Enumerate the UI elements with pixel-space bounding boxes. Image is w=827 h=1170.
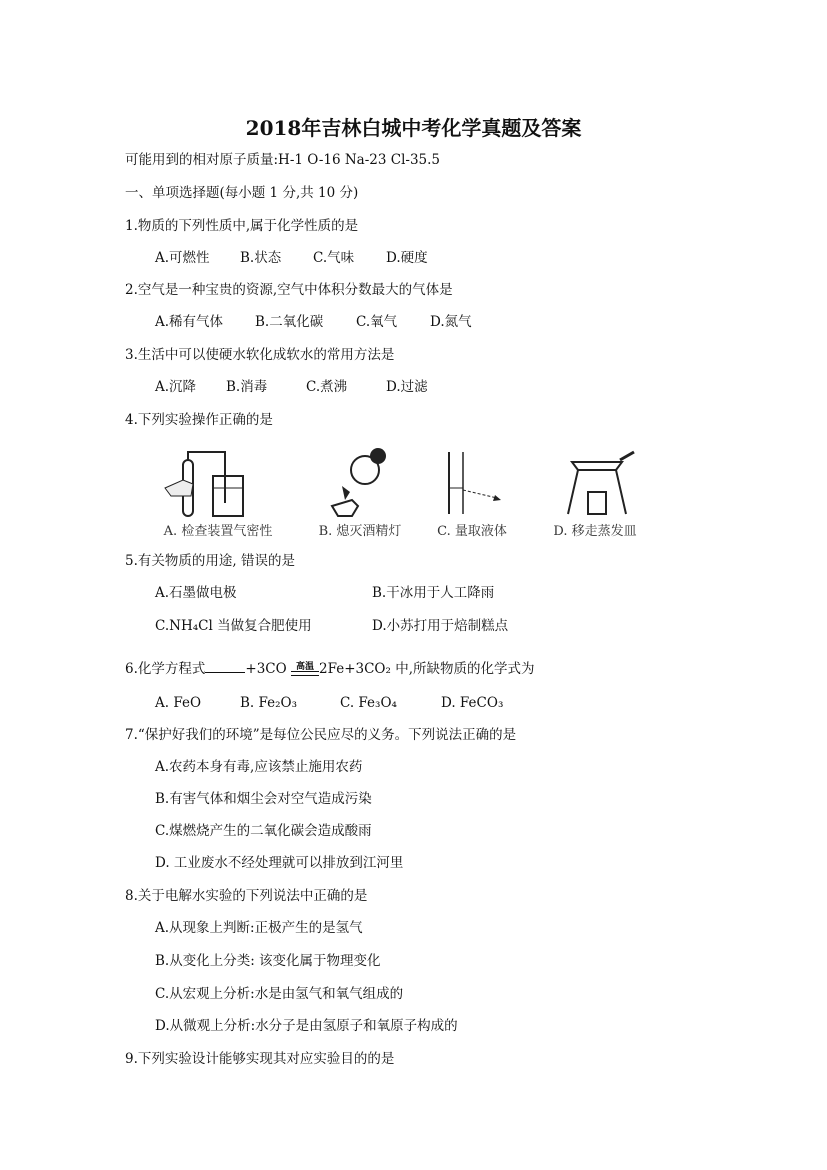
option: A.从现象上判断:正极产生的是氢气: [155, 920, 363, 936]
question-9: 9.下列实验设计能够实现其对应实验目的的是: [125, 1051, 395, 1067]
option: A.石墨做电极: [155, 585, 237, 601]
option: D. 工业废水不经处理就可以排放到江河里: [155, 855, 404, 871]
question-1: 1.物质的下列性质中,属于化学性质的是: [125, 218, 359, 234]
figure-d: [535, 448, 655, 539]
option: D.氮气: [430, 314, 472, 330]
question-8: 8.关于电解水实验的下列说法中正确的是: [125, 888, 368, 904]
graduated-cylinder-illustration: [437, 448, 507, 518]
page-title: 2018年吉林白城中考化学真题及答案: [245, 116, 582, 140]
option: B.状态: [240, 250, 282, 266]
reaction-condition: 高温: [291, 658, 319, 676]
question-5: 5.有关物质的用途, 错误的是: [125, 553, 295, 569]
figure-caption: B. 熄灭酒精灯: [318, 524, 402, 539]
question-6: [125, 658, 535, 678]
option: A.农药本身有毒,应该禁止施用农药: [155, 759, 363, 775]
stem-suffix: 2Fe+3CO₂ 中,所缺物质的化学式为: [319, 661, 535, 677]
option: D.过滤: [386, 379, 428, 395]
option: D. FeCO₃: [441, 695, 504, 711]
alcohol-lamp-illustration: [320, 448, 400, 518]
option: D.小苏打用于焙制糕点: [372, 618, 509, 634]
option: C.煤燃烧产生的二氧化碳会造成酸雨: [155, 823, 372, 839]
option: B.消毒: [226, 379, 268, 395]
option: B.从变化上分类: 该变化属于物理变化: [155, 953, 381, 969]
figure-b: [300, 448, 420, 539]
option: A. FeO: [155, 695, 202, 711]
option: D.从微观上分析:水分子是由氢原子和氧原子构成的: [155, 1018, 458, 1034]
figure-caption: A. 检查装置气密性: [163, 524, 273, 539]
stem-prefix: 6.化学方程式: [125, 661, 206, 677]
evaporating-dish-illustration: [550, 448, 640, 518]
atomic-masses: 可能用到的相对原子质量:H-1 O-16 Na-23 Cl-35.5: [125, 152, 441, 168]
option: C.气味: [313, 250, 355, 266]
option: B. Fe₂O₃: [240, 695, 298, 711]
figure-caption: D. 移走蒸发皿: [553, 524, 637, 539]
figure-caption: C. 量取液体: [437, 524, 507, 539]
airtight-check-illustration: [163, 448, 273, 518]
option: B.有害气体和烟尘会对空气造成污染: [155, 791, 372, 807]
question-4: 4.下列实验操作正确的是: [125, 412, 273, 428]
stem-mid: +3CO: [245, 661, 287, 677]
option: C.从宏观上分析:水是由氢气和氧气组成的: [155, 986, 404, 1002]
option: C.氧气: [356, 314, 398, 330]
option: B.二氧化碳: [255, 314, 324, 330]
option: A.可燃性: [155, 250, 210, 266]
option: A.稀有气体: [155, 314, 224, 330]
section-heading: 一、单项选择题(每小题 1 分,共 10 分): [125, 185, 359, 201]
option: A.沉降: [155, 379, 197, 395]
figure-c: [422, 448, 522, 539]
option: C.煮沸: [306, 379, 348, 395]
option: C.NH₄Cl 当做复合肥使用: [155, 618, 312, 634]
option: B.干冰用于人工降雨: [372, 585, 495, 601]
question-7: 7.“保护好我们的环境”是每位公民应尽的义务。下列说法正确的是: [125, 727, 517, 743]
answer-blank: [205, 660, 245, 673]
option: C. Fe₃O₄: [340, 695, 397, 711]
question-2: 2.空气是一种宝贵的资源,空气中体积分数最大的气体是: [125, 282, 453, 298]
figure-a: [148, 448, 288, 539]
question-3: 3.生活中可以使硬水软化成软水的常用方法是: [125, 347, 395, 363]
option: D.硬度: [386, 250, 428, 266]
